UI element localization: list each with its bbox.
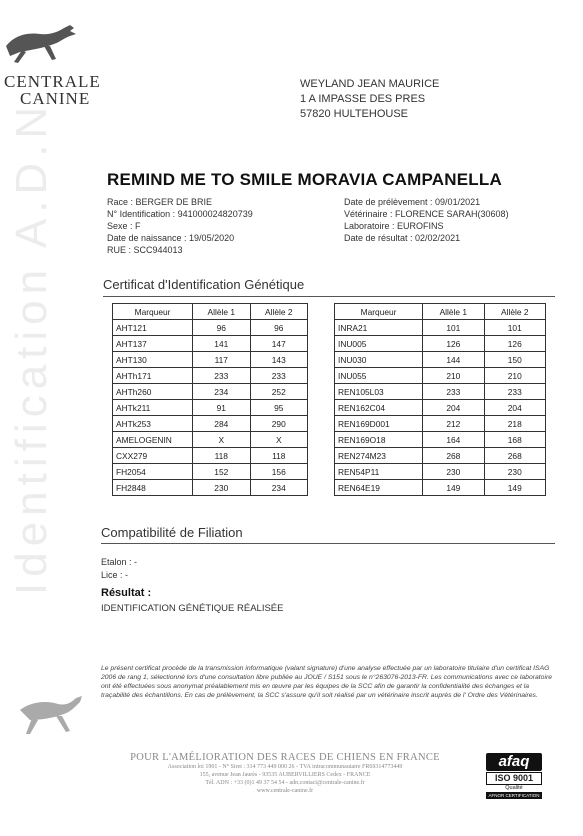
watermark-text: Identification A.D.N [7,100,56,595]
allele2-cell: 233 [484,384,545,400]
allele1-cell: 233 [193,368,250,384]
org-website: www.centrale-canine.fr [256,788,314,794]
org-legal: Association loi 1901 - N° Siret : 314 773 449 000 26 - TVA intracommunautaire FR69314773449 [167,764,403,770]
allele1-cell: 144 [423,352,484,368]
marker-cell: AHTk211 [113,400,193,416]
table-row [335,416,546,432]
marker-cell: AHT137 [113,336,193,352]
allele2-cell: 143 [250,352,307,368]
allele2-cell: 290 [250,416,307,432]
col-header-marker: Marqueur [113,304,193,320]
org-contact: Tél. ADN : +33 (0)1 49 37 54 54 - adn.contact@centrale-canine.fr [205,780,365,786]
info-sample-date: Date de prélèvement : 09/01/2021 [344,197,481,207]
allele1-cell: 101 [423,320,484,336]
marker-cell: AHTh171 [113,368,193,384]
marker-cell: INU055 [335,368,423,384]
allele2-cell: 252 [250,384,307,400]
org-address: 155, avenue Jean Jaurès - 93535 AUBERVILLIERS Cedex - FRANCE [199,772,371,778]
table-row [335,400,546,416]
allele2-cell: 147 [250,336,307,352]
table-row [335,464,546,480]
table-row [113,432,308,448]
marker-cell: FH2848 [113,480,193,496]
dog-name-title: REMIND ME TO SMILE MORAVIA CAMPANELLA [107,170,502,189]
info-veterinarian: Vétérinaire : FLORENCE SARAH(30608) [344,209,509,219]
owner-address [300,77,439,122]
table-row [113,448,308,464]
section-title-genetic-certificate: Certificat d'Identification Génétique [103,277,305,292]
table-row [113,352,308,368]
result-label: Résultat : [101,587,152,599]
table-row [113,480,308,496]
genetic-table-right [334,303,546,496]
dog-silhouette-icon [4,22,80,66]
marker-cell: REN54P11 [335,464,423,480]
allele2-cell: 268 [484,448,545,464]
col-header-allele1: Allèle 1 [423,304,484,320]
allele1-cell: 233 [423,384,484,400]
allele2-cell: 118 [250,448,307,464]
address-line1: WEYLAND JEAN MAURICE [300,78,440,90]
legal-footnote: Le présent certificat procède de la transmission informatique (valant signature) d'une analyse effectuée par un laboratoire titulaire d'un certificat ISAG 2006 de rang 1, sélectionné lors d'une consultation libre publiée au JOUE / S151 sous le n°263076-2013-FR. Les communications avec ce laboratoire ont été effectuées sous anonymat préalablement mis en œuvre par les équipes de la SCC afin de garantir la confidentialité des échanges et la traçabilité des échantillons. En cas de prélèvement, la SCC s'assure qu'il soit réalisé par un vétérinaire inscrit auprès de l' Ordre des Vétérinaires. [101,665,552,699]
col-header-marker: Marqueur [335,304,423,320]
allele1-cell: 234 [193,384,250,400]
section-divider [103,296,555,297]
marker-cell: INRA21 [335,320,423,336]
allele1-cell: 149 [423,480,484,496]
allele1-cell: 117 [193,352,250,368]
table-row [335,336,546,352]
marker-cell: REN169O18 [335,432,423,448]
allele1-cell: 212 [423,416,484,432]
genetic-table-left [112,303,308,496]
info-race: Race : BERGER DE BRIE [107,197,213,207]
table-row [335,480,546,496]
allele2-cell: 95 [250,400,307,416]
allele2-cell: 168 [484,432,545,448]
allele1-cell: 284 [193,416,250,432]
allele2-cell: X [250,432,307,448]
table-row [335,384,546,400]
iso-standard: ISO 9001 [486,772,542,785]
sire-line: Etalon : - [101,557,138,567]
table-row [335,352,546,368]
info-birthdate: Date de naissance : 19/05/2020 [107,233,235,243]
section-divider [101,543,555,544]
info-result-date: Date de résultat : 02/02/2021 [344,233,461,243]
allele2-cell: 218 [484,416,545,432]
allele2-cell: 101 [484,320,545,336]
allele2-cell: 210 [484,368,545,384]
greyhound-mark-icon [16,690,86,738]
section-title-filiation: Compatibilité de Filiation [101,525,243,540]
table-row [335,448,546,464]
marker-cell: REN169D001 [335,416,423,432]
table-row [335,368,546,384]
allele1-cell: 164 [423,432,484,448]
marker-cell: AHT130 [113,352,193,368]
allele1-cell: 141 [193,336,250,352]
logo-name-line2: CANINE [20,89,91,108]
allele1-cell: 126 [423,336,484,352]
marker-cell: FH2054 [113,464,193,480]
marker-cell: INU030 [335,352,423,368]
info-laboratory: Laboratoire : EUROFINS [344,221,444,231]
dog-info-right [344,196,509,244]
allele2-cell: 126 [484,336,545,352]
info-identification: N° Identification : 941000024820739 [107,209,253,219]
col-header-allele2: Allèle 2 [484,304,545,320]
marker-cell: INU005 [335,336,423,352]
allele1-cell: 204 [423,400,484,416]
allele2-cell: 204 [484,400,545,416]
marker-cell: REN64E19 [335,480,423,496]
table-row [113,416,308,432]
table-row [113,464,308,480]
col-header-allele1: Allèle 1 [193,304,250,320]
table-row [113,320,308,336]
logo-name-line1: CENTRALE [4,72,101,91]
marker-cell: AHT121 [113,320,193,336]
org-mission: POUR L'AMÉLIORATION DES RACES DE CHIENS EN FRANCE [130,752,440,763]
allele2-cell: 156 [250,464,307,480]
info-sex: Sexe : F [107,221,141,231]
marker-cell: AHTk253 [113,416,193,432]
quality-label: Qualité [505,785,523,791]
marker-cell: REN105L03 [335,384,423,400]
afaq-brand: afaq [486,753,542,771]
allele1-cell: 96 [193,320,250,336]
marker-cell: REN162C04 [335,400,423,416]
table-row [335,320,546,336]
marker-cell: CXX279 [113,448,193,464]
table-row [113,400,308,416]
info-rue: RUE : SCC944013 [107,245,183,255]
allele1-cell: 268 [423,448,484,464]
allele2-cell: 150 [484,352,545,368]
marker-cell: AHTh260 [113,384,193,400]
dog-info-left [107,196,253,256]
col-header-allele2: Allèle 2 [250,304,307,320]
dam-line: Lice : - [101,570,129,580]
allele2-cell: 149 [484,480,545,496]
allele2-cell: 234 [250,480,307,496]
table-row [113,368,308,384]
table-row [335,432,546,448]
marker-cell: AMELOGENIN [113,432,193,448]
allele1-cell: 118 [193,448,250,464]
table-row [113,384,308,400]
allele2-cell: 233 [250,368,307,384]
address-line2: 1 A IMPASSE DES PRES [300,93,426,105]
centrale-canine-logo [4,22,101,107]
organization-footer [95,752,475,795]
result-value: IDENTIFICATION GÉNÉTIQUE RÉALISÉE [101,603,284,614]
allele1-cell: 210 [423,368,484,384]
allele1-cell: 152 [193,464,250,480]
allele2-cell: 230 [484,464,545,480]
afnor-label: AFNOR CERTIFICATION [486,792,542,799]
marker-cell: REN274M23 [335,448,423,464]
afaq-iso-badge [486,753,542,799]
allele1-cell: X [193,432,250,448]
allele1-cell: 230 [193,480,250,496]
allele2-cell: 96 [250,320,307,336]
table-row [113,336,308,352]
allele1-cell: 230 [423,464,484,480]
allele1-cell: 91 [193,400,250,416]
address-line3: 57820 HULTEHOUSE [300,108,409,120]
